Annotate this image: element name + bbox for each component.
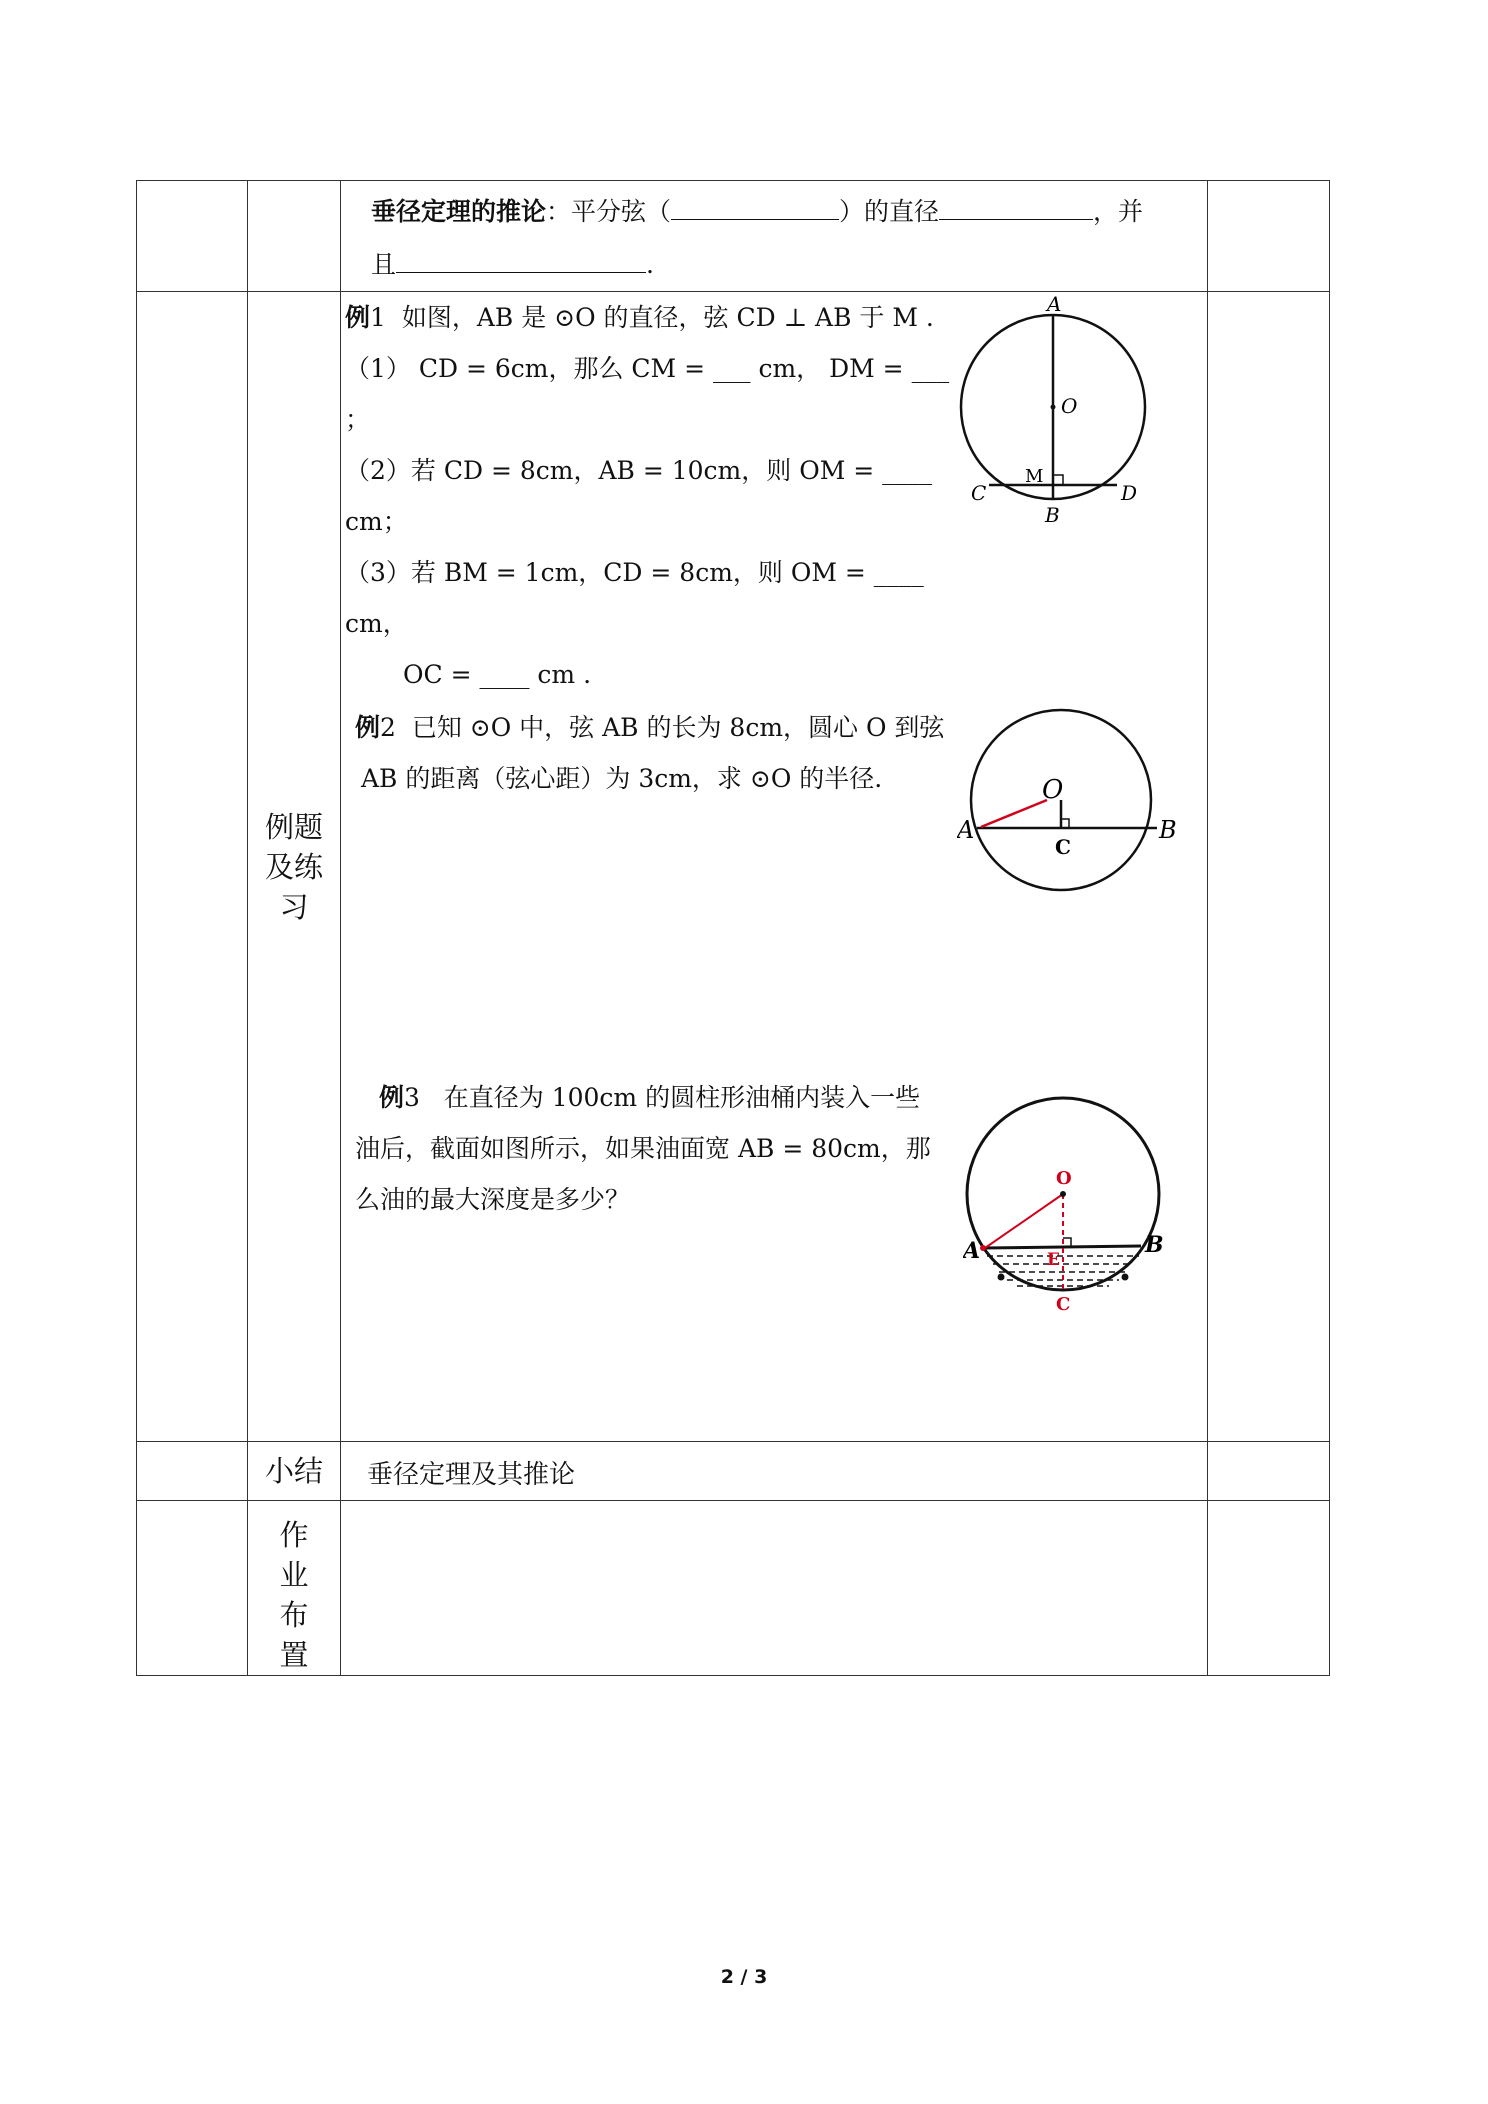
corollary-row — [137, 181, 1330, 292]
homework-label-cell — [248, 1501, 341, 1676]
label-o: O — [1056, 1168, 1072, 1189]
example-2-figure — [957, 702, 1197, 902]
blank-field — [939, 197, 1093, 220]
label-a: A — [963, 1238, 981, 1264]
label-o: O — [1061, 394, 1078, 418]
label-c: C — [971, 481, 987, 505]
blank-field — [396, 250, 646, 273]
example-3-text: 例3 在直径为 100cm 的圆柱形油桶内装入一些 油后，截面如图所示，如果油面宽 AB = 80cm，那 么油的最大深度是多少？ — [355, 1083, 931, 1214]
label-b: B — [1045, 503, 1060, 527]
blank-field — [671, 197, 839, 220]
label-c: C — [1056, 1294, 1071, 1315]
label-a: A — [1047, 292, 1062, 316]
label-o: O — [1042, 775, 1064, 805]
summary-row — [137, 1442, 1330, 1501]
summary-label-cell — [248, 1442, 341, 1501]
corollary-title: 垂径定理的推论 — [371, 197, 547, 226]
homework-cell — [341, 1501, 1208, 1676]
label-a: A — [957, 816, 975, 844]
label-c: C — [1055, 835, 1071, 859]
example-1-text: 例1 如图，AB 是 ⊙O 的直径，弦 CD ⊥ AB 于 M . （1） CD = 6cm，那么 CM = ___ cm， DM = ___ ； （2）若 CD = 8cm，AB = 10cm，则 OM = ____ cm； （3）若 BM = 1cm，CD = 8cm，则 OM = ____ cm， OC = ____ cm . — [345, 303, 950, 689]
summary-label: 小结 — [264, 1454, 323, 1488]
label-m: M — [1025, 466, 1044, 487]
examples-cell — [341, 292, 1208, 1442]
homework-row — [137, 1501, 1330, 1676]
label-b: B — [1145, 1232, 1164, 1258]
summary-text: 垂径定理及其推论 — [367, 1460, 576, 1490]
example-3-figure — [963, 1072, 1203, 1322]
examples-row — [137, 292, 1330, 1442]
example-1-figure — [951, 292, 1181, 542]
homework-label: 作业布置 — [279, 1518, 309, 1672]
label-d: D — [1121, 481, 1138, 505]
label-b: B — [1159, 816, 1177, 844]
examples-label-cell — [248, 292, 341, 1442]
page-number: 2 / 3 — [720, 1966, 768, 1988]
corollary-cell: 垂径定理的推论：平分弦（ ）的直径 ，并 且 . — [341, 181, 1208, 292]
label-e: E — [1047, 1250, 1060, 1270]
summary-cell — [341, 1442, 1208, 1501]
example-2-text: 例2 已知 ⊙O 中，弦 AB 的长为 8cm，圆心 O 到弦 AB 的距离（弦心距）为 3cm，求 ⊙O 的半径. — [355, 713, 945, 793]
examples-label: 例题及练习 — [264, 809, 323, 924]
lesson-table — [136, 180, 1330, 1676]
